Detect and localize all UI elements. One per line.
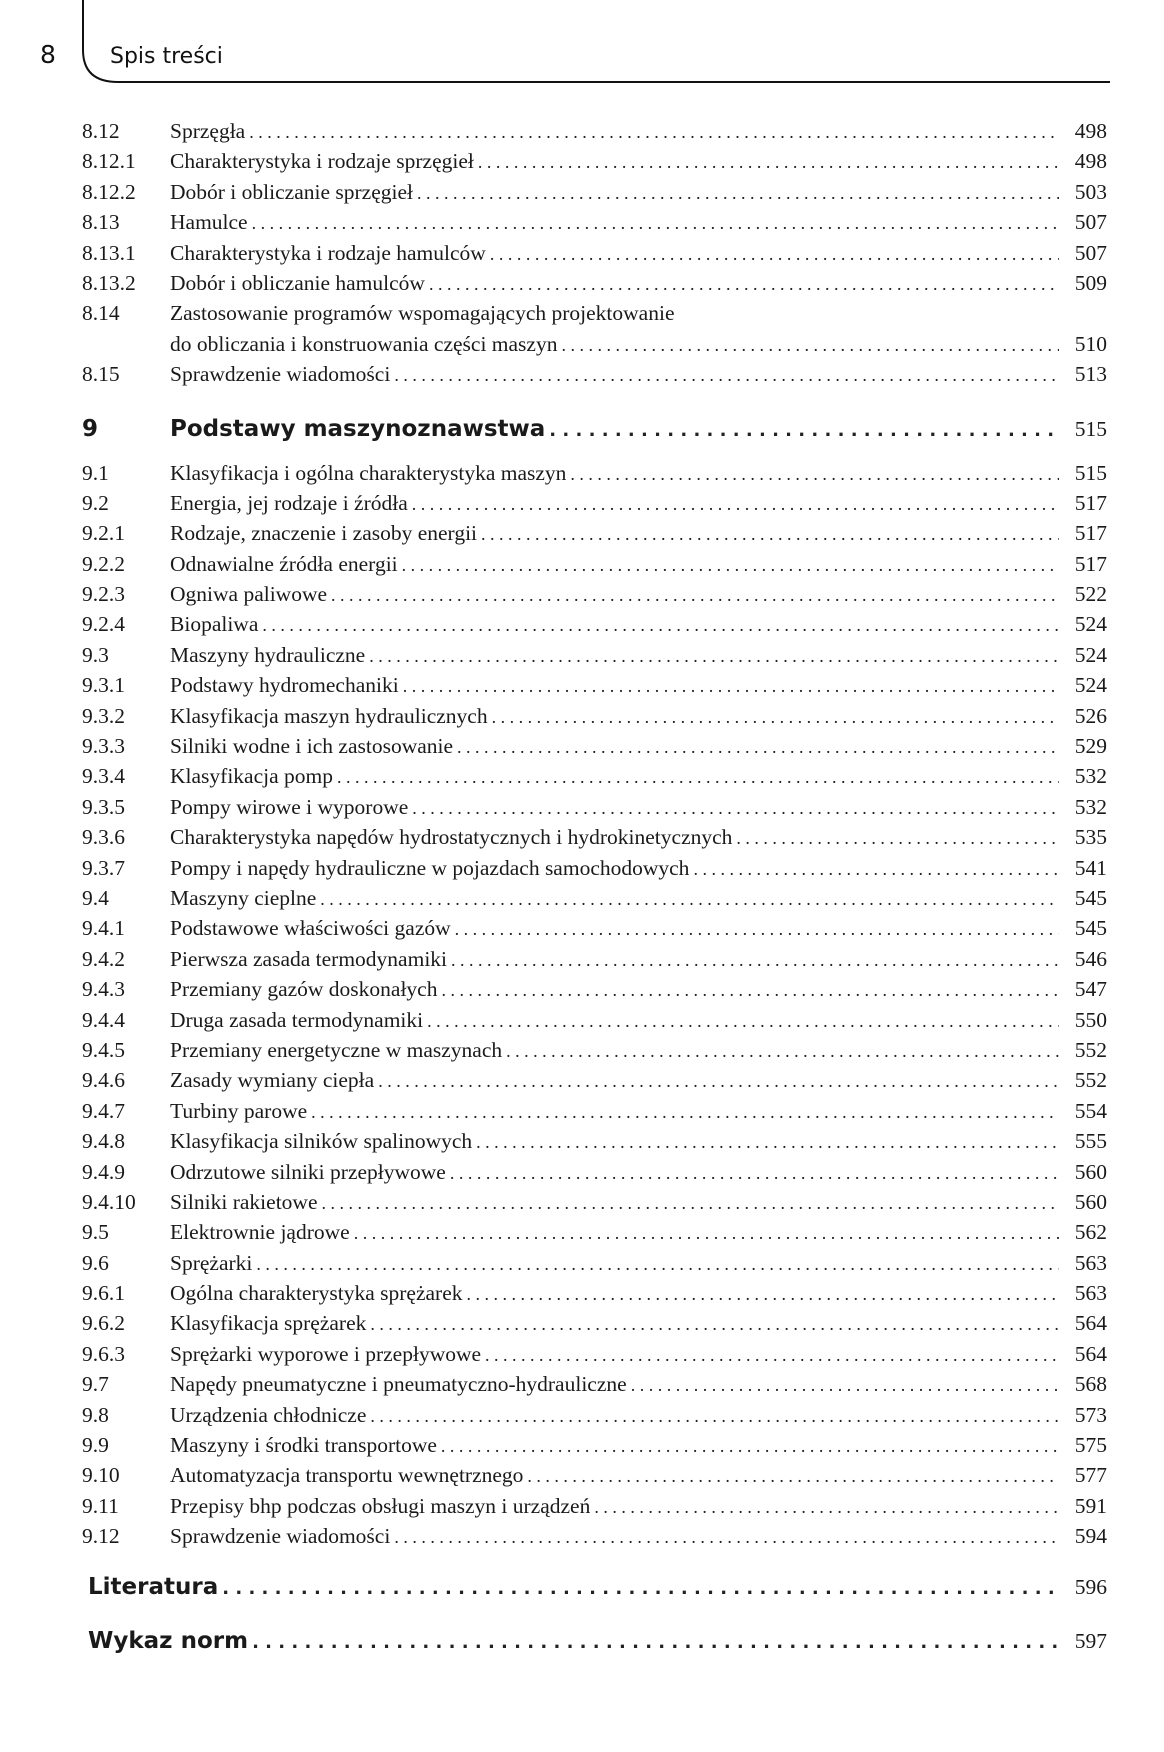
toc-number: 9.4.7	[82, 1098, 125, 1123]
dot-leader	[490, 239, 1059, 269]
dot-leader	[249, 117, 1059, 147]
toc-entry	[82, 298, 1107, 328]
dot-leader	[252, 208, 1059, 238]
toc-entry	[82, 1491, 1107, 1521]
toc-title: Energia, jej rodzaje i źródła	[170, 490, 408, 515]
toc-number: 9.3.1	[82, 673, 125, 698]
toc-page: 515	[1074, 460, 1107, 485]
dot-leader	[370, 1309, 1059, 1339]
toc-page: 503	[1074, 179, 1107, 204]
toc-number: 9.4.3	[82, 977, 125, 1002]
section-group-9	[82, 458, 1107, 1552]
toc-number: 9.10	[82, 1463, 120, 1488]
toc-page: 532	[1074, 764, 1107, 789]
toc-page: 560	[1074, 1159, 1107, 1184]
toc-number: 9.1	[82, 460, 109, 485]
toc-number: 8.13.1	[82, 240, 136, 265]
toc-entry	[82, 488, 1107, 518]
toc-number: 9.4.1	[82, 916, 125, 941]
chapter-number: 9	[82, 415, 99, 442]
dot-leader	[736, 823, 1059, 853]
toc-entry	[82, 1308, 1107, 1338]
toc-entry	[82, 701, 1107, 731]
toc-page: 529	[1074, 734, 1107, 759]
toc-title: Ogniwa paliwowe	[170, 582, 328, 607]
toc-title: Urządzenia chłodnicze	[170, 1402, 367, 1427]
toc-page: 535	[1074, 825, 1107, 850]
toc-number: 9.3.2	[82, 703, 125, 728]
toc-entry	[82, 1339, 1107, 1369]
dot-leader	[631, 1370, 1059, 1400]
toc-number: 9.6.2	[82, 1311, 125, 1336]
dot-leader	[441, 975, 1059, 1005]
toc-title: Dobór i obliczanie hamulców	[170, 270, 425, 295]
toc-page: 554	[1074, 1098, 1107, 1123]
toc-number: 8.12.2	[82, 179, 136, 204]
toc-page: 517	[1074, 490, 1107, 515]
section-group-8	[82, 116, 1107, 390]
toc-title: Odrzutowe silniki przepływowe	[170, 1159, 446, 1184]
toc-number: 8.12.1	[82, 149, 136, 174]
toc-page: 510	[1074, 331, 1107, 356]
toc-page: 498	[1074, 149, 1107, 174]
back-matter-title: Literatura	[88, 1573, 219, 1600]
dot-leader	[370, 1401, 1059, 1431]
toc-title: Pompy i napędy hydrauliczne w pojazdach samochodowych	[170, 855, 690, 880]
toc-entry	[82, 913, 1107, 943]
back-matter-entry	[82, 1570, 1107, 1604]
toc-number: 9.3.5	[82, 794, 125, 819]
toc-entry	[82, 207, 1107, 237]
toc-number: 9.2.1	[82, 521, 125, 546]
toc-number: 9.8	[82, 1402, 109, 1427]
toc-title: Klasyfikacja silników spalinowych	[170, 1129, 473, 1154]
toc-entry	[82, 268, 1107, 298]
toc-number: 8.13.2	[82, 270, 136, 295]
toc-entry	[82, 822, 1107, 852]
toc-page: 507	[1074, 240, 1107, 265]
dot-leader	[403, 671, 1059, 701]
toc-title: Dobór i obliczanie sprzęgieł	[170, 179, 413, 204]
toc-page: 560	[1074, 1189, 1107, 1214]
toc-title: Ogólna charakterystyka sprężarek	[170, 1281, 463, 1306]
toc-number: 9.6.3	[82, 1341, 125, 1366]
toc-entry	[82, 1096, 1107, 1126]
toc-entry	[82, 883, 1107, 913]
dot-leader	[394, 360, 1059, 390]
toc-title: Maszyny i środki transportowe	[170, 1433, 437, 1458]
toc-entry	[82, 731, 1107, 761]
toc-page: 507	[1074, 210, 1107, 235]
toc-number: 9.4.6	[82, 1068, 125, 1093]
dot-leader	[354, 1218, 1059, 1248]
toc-entry	[82, 1035, 1107, 1065]
dot-leader	[492, 702, 1059, 732]
toc-entry	[82, 761, 1107, 791]
toc-title: Klasyfikacja maszyn hydraulicznych	[170, 703, 488, 728]
toc-title: Sprężarki wyporowe i przepływowe	[170, 1341, 482, 1366]
toc-entry	[82, 1126, 1107, 1156]
toc-page: 564	[1074, 1311, 1107, 1336]
toc-number: 8.14	[82, 301, 120, 326]
toc-page: 552	[1074, 1068, 1107, 1093]
toc-title: Turbiny parowe	[170, 1098, 308, 1123]
toc-title: Druga zasada termodynamiki	[170, 1007, 424, 1032]
toc-entry-continuation	[82, 329, 1107, 359]
toc-page: 522	[1074, 582, 1107, 607]
toc-page: 517	[1074, 551, 1107, 576]
dot-leader	[570, 459, 1059, 489]
table-of-contents	[82, 116, 1107, 1658]
toc-title: Silniki wodne i ich zastosowanie	[170, 734, 454, 759]
dot-leader	[561, 330, 1059, 360]
toc-number: 9.4.2	[82, 946, 125, 971]
back-matter-entry	[82, 1624, 1107, 1658]
toc-title: Odnawialne źródła energii	[170, 551, 398, 576]
toc-title: Klasyfikacja i ogólna charakterystyka maszyn	[170, 460, 567, 485]
toc-number: 9.2.2	[82, 551, 125, 576]
toc-page: 552	[1074, 1037, 1107, 1062]
toc-page: 555	[1074, 1129, 1107, 1154]
dot-leader	[331, 580, 1059, 610]
toc-page: 498	[1074, 119, 1107, 143]
toc-page: 517	[1074, 521, 1107, 546]
toc-entry	[82, 1248, 1107, 1278]
toc-number: 9.6.1	[82, 1281, 125, 1306]
toc-title: Zastosowanie programów wspomagających projektowanie	[170, 301, 675, 326]
dot-leader	[412, 489, 1059, 519]
dot-leader	[369, 641, 1059, 671]
toc-page: 563	[1074, 1250, 1107, 1275]
toc-title: Klasyfikacja pomp	[170, 764, 333, 789]
toc-number: 9.2.3	[82, 582, 125, 607]
toc-entry	[82, 853, 1107, 883]
toc-title: Sprężarki	[170, 1250, 253, 1275]
toc-title: Automatyzacja transportu wewnętrznego	[170, 1463, 524, 1488]
toc-title: Charakterystyka i rodzaje hamulców	[170, 240, 486, 265]
toc-entry	[82, 518, 1107, 548]
toc-page: 547	[1074, 977, 1107, 1002]
toc-entry	[82, 1369, 1107, 1399]
toc-entry	[82, 1521, 1107, 1551]
chapter-title: Podstawy maszynoznawstwa	[170, 415, 546, 442]
dot-leader	[429, 269, 1059, 299]
dot-leader	[412, 793, 1059, 823]
dot-leader	[311, 1097, 1059, 1127]
toc-title: Rodzaje, znaczenie i zasoby energii	[170, 521, 478, 546]
toc-entry	[82, 1217, 1107, 1247]
toc-title: Hamulce	[170, 210, 248, 235]
toc-number: 9.11	[82, 1493, 119, 1518]
toc-entry	[82, 1400, 1107, 1430]
toc-entry	[82, 640, 1107, 670]
toc-title: Pompy wirowe i wyporowe	[170, 794, 409, 819]
dot-leader	[527, 1461, 1059, 1491]
toc-number: 9.2	[82, 490, 109, 515]
toc-number: 9.3	[82, 642, 109, 667]
toc-number: 9.3.7	[82, 855, 125, 880]
dot-leader	[549, 414, 1059, 448]
back-matter-page: 597	[1074, 1628, 1107, 1653]
toc-entry	[82, 549, 1107, 579]
toc-page: 575	[1074, 1433, 1107, 1458]
toc-number: 9.12	[82, 1524, 120, 1549]
toc-number: 9.4.4	[82, 1007, 125, 1032]
toc-title: Maszyny hydrauliczne	[170, 642, 366, 667]
running-title: Spis treści	[110, 44, 223, 69]
dot-leader	[693, 854, 1059, 884]
toc-entry	[82, 1460, 1107, 1490]
toc-number: 8.13	[82, 210, 120, 235]
dot-leader	[506, 1036, 1059, 1066]
dot-leader	[478, 147, 1059, 177]
chapter-heading	[82, 412, 1107, 446]
toc-entry	[82, 579, 1107, 609]
toc-page: 546	[1074, 946, 1107, 971]
toc-entry	[82, 944, 1107, 974]
toc-number: 8.12	[82, 119, 120, 143]
toc-number: 9.4.10	[82, 1189, 136, 1214]
dot-leader	[256, 1249, 1059, 1279]
toc-entry	[82, 670, 1107, 700]
dot-leader	[450, 1158, 1059, 1188]
toc-entry	[82, 609, 1107, 639]
toc-number: 8.15	[82, 362, 120, 387]
toc-page: 577	[1074, 1463, 1107, 1488]
toc-entry	[82, 146, 1107, 176]
toc-page: 568	[1074, 1372, 1107, 1397]
dot-leader	[262, 610, 1059, 640]
toc-number: 9.7	[82, 1372, 109, 1397]
dot-leader	[322, 1188, 1060, 1218]
toc-page: 573	[1074, 1402, 1107, 1427]
toc-number: 9.3.3	[82, 734, 125, 759]
dot-leader	[476, 1127, 1059, 1157]
dot-leader	[252, 1626, 1059, 1660]
toc-title: Sprawdzenie wiadomości	[170, 362, 391, 387]
toc-page: 541	[1074, 855, 1107, 880]
toc-page: 594	[1074, 1524, 1107, 1549]
dot-leader	[320, 884, 1059, 914]
toc-entry	[82, 792, 1107, 822]
toc-number: 9.4	[82, 885, 109, 910]
toc-page: 563	[1074, 1281, 1107, 1306]
toc-page: 513	[1074, 362, 1107, 387]
toc-page: 550	[1074, 1007, 1107, 1032]
page-header	[0, 0, 1164, 90]
dot-leader	[402, 550, 1059, 580]
toc-entry	[82, 359, 1107, 389]
toc-entry	[82, 1157, 1107, 1187]
dot-leader	[485, 1340, 1059, 1370]
toc-title: Charakterystyka napędów hydrostatycznych i hydrokinetycznych	[170, 825, 733, 850]
toc-title: Biopaliwa	[170, 612, 259, 637]
toc-title: Napędy pneumatyczne i pneumatyczno-hydrauliczne	[170, 1372, 627, 1397]
toc-number: 9.4.5	[82, 1037, 125, 1062]
dot-leader	[594, 1492, 1059, 1522]
back-matter-title: Wykaz norm	[88, 1627, 249, 1654]
toc-number: 9.9	[82, 1433, 109, 1458]
toc-page: 509	[1074, 270, 1107, 295]
toc-entry	[82, 458, 1107, 488]
dot-leader	[457, 732, 1059, 762]
toc-page: 562	[1074, 1220, 1107, 1245]
toc-title: Pierwsza zasada termodynamiki	[170, 946, 448, 971]
toc-entry	[82, 116, 1107, 146]
toc-page: 591	[1074, 1493, 1107, 1518]
toc-entry	[82, 1187, 1107, 1217]
dot-leader	[427, 1006, 1059, 1036]
dot-leader	[222, 1572, 1059, 1606]
toc-number: 9.2.4	[82, 612, 125, 637]
toc-title: Sprawdzenie wiadomości	[170, 1524, 391, 1549]
toc-title: Silniki rakietowe	[170, 1189, 318, 1214]
toc-title: Elektrownie jądrowe	[170, 1220, 350, 1245]
toc-page: 524	[1074, 642, 1107, 667]
toc-entry	[82, 1278, 1107, 1308]
toc-number: 9.3.4	[82, 764, 125, 789]
toc-entry	[82, 974, 1107, 1004]
toc-page: 564	[1074, 1341, 1107, 1366]
dot-leader	[394, 1522, 1059, 1552]
toc-title: Przemiany gazów doskonałych	[170, 977, 438, 1002]
toc-number: 9.4.9	[82, 1159, 125, 1184]
toc-entry	[82, 1430, 1107, 1460]
toc-title: Podstawowe właściwości gazów	[170, 916, 451, 941]
dot-leader	[481, 519, 1059, 549]
toc-number: 9.4.8	[82, 1129, 125, 1154]
dot-leader	[467, 1279, 1060, 1309]
toc-entry	[82, 177, 1107, 207]
toc-page: 545	[1074, 885, 1107, 910]
toc-title: Charakterystyka i rodzaje sprzęgieł	[170, 149, 474, 174]
toc-title: Sprzęgła	[170, 119, 246, 143]
toc-page: 524	[1074, 612, 1107, 637]
toc-title: Zasady wymiany ciepła	[170, 1068, 375, 1093]
toc-page: 545	[1074, 916, 1107, 941]
toc-entry	[82, 1065, 1107, 1095]
toc-title: Maszyny cieplne	[170, 885, 317, 910]
toc-entry	[82, 1005, 1107, 1035]
page-number: 8	[40, 40, 56, 69]
toc-number: 9.5	[82, 1220, 109, 1245]
toc-page: 524	[1074, 673, 1107, 698]
dot-leader	[378, 1066, 1059, 1096]
dot-leader	[441, 1431, 1059, 1461]
toc-title: Przemiany energetyczne w maszynach	[170, 1037, 503, 1062]
dot-leader	[451, 945, 1059, 975]
toc-title: Podstawy hydromechaniki	[170, 673, 399, 698]
toc-number: 9.3.6	[82, 825, 125, 850]
dot-leader	[337, 762, 1059, 792]
toc-entry	[82, 238, 1107, 268]
toc-title: do obliczania i konstruowania części maszyn	[170, 331, 558, 356]
toc-page: 526	[1074, 703, 1107, 728]
dot-leader	[455, 914, 1059, 944]
toc-page: 532	[1074, 794, 1107, 819]
chapter-page: 515	[1074, 416, 1107, 441]
toc-number: 9.6	[82, 1250, 109, 1275]
back-matter-page: 596	[1074, 1574, 1107, 1599]
dot-leader	[417, 178, 1059, 208]
toc-title: Przepisy bhp podczas obsługi maszyn i urządzeń	[170, 1493, 591, 1518]
toc-title: Klasyfikacja sprężarek	[170, 1311, 367, 1336]
